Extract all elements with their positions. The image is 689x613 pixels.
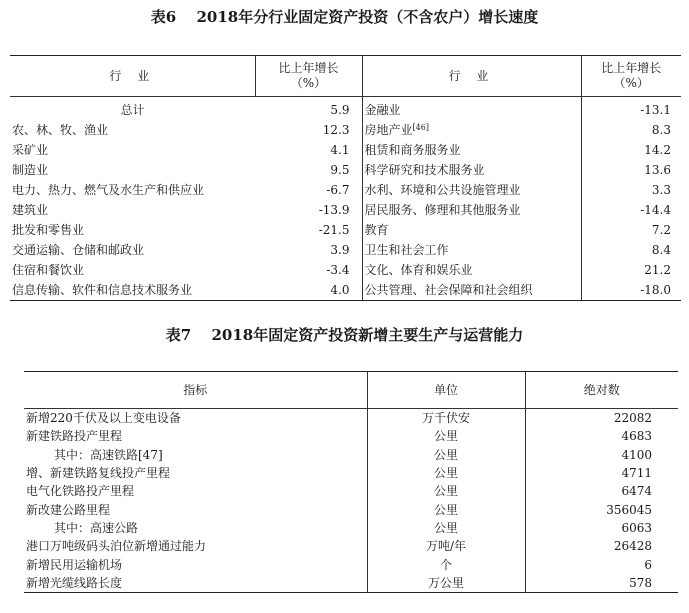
table6-row [10, 220, 681, 240]
growth-value-left: 3.9 [330, 243, 350, 257]
absolute-value: 26428 [525, 537, 678, 555]
table7-row [24, 409, 678, 428]
absolute-value: 4100 [525, 446, 678, 464]
unit-value: 公里 [367, 519, 525, 537]
absolute-value-header: 绝对数 [525, 372, 678, 409]
table6-row [10, 180, 681, 200]
absolute-value: 4683 [525, 427, 678, 445]
table6-row [10, 240, 681, 260]
growth-value-right: 7.2 [581, 220, 681, 240]
table6-row [10, 280, 681, 301]
indicator-name: 新增光缆线路长度 [26, 575, 123, 590]
absolute-value: 578 [525, 574, 678, 593]
industry-name-left: 批发和零售业 [12, 223, 85, 237]
unit-value: 公里 [367, 446, 525, 464]
indicator-name: 电气化铁路投产里程 [26, 484, 135, 499]
industry-name-right: 水利、环境和公共设施管理业 [362, 180, 581, 200]
table7-row [24, 519, 678, 537]
growth-value-left: 4.0 [330, 283, 350, 297]
growth-value-right: -18.0 [581, 280, 681, 301]
industry-name-right: 文化、体育和娱乐业 [362, 260, 581, 280]
table7-row [24, 427, 678, 445]
unit-value: 公里 [367, 500, 525, 518]
table6-header-row [10, 56, 681, 97]
table7-row [24, 500, 678, 518]
indicator-header: 指标 [24, 372, 367, 409]
indicator-name: 新增民用运输机场 [26, 557, 123, 572]
industry-investment-growth-table [10, 55, 681, 301]
industry-name-left: 制造业 [12, 163, 49, 177]
growth-value-left: -21.5 [318, 223, 350, 237]
table6-row [10, 260, 681, 280]
industry-name-right: 科学研究和技术服务业 [362, 160, 581, 180]
growth-value-right: -13.1 [581, 97, 681, 121]
absolute-value: 6474 [525, 482, 678, 500]
industry-name-right: 房地产业[46] [362, 120, 581, 140]
industry-name-left: 农、林、牧、渔业 [12, 123, 109, 137]
industry-name-left: 建筑业 [12, 203, 49, 217]
growth-value-right: 8.3 [581, 120, 681, 140]
absolute-value: 6063 [525, 519, 678, 537]
table6-row [10, 97, 681, 121]
industry-name-right: 金融业 [362, 97, 581, 121]
growth-value-left: 9.5 [330, 163, 350, 177]
indicator-name: 其中：高速铁路[47] [54, 447, 163, 462]
unit-header: 单位 [367, 372, 525, 409]
absolute-value: 6 [525, 555, 678, 573]
industry-name-right: 卫生和社会工作 [362, 240, 581, 260]
table7-row [24, 464, 678, 482]
absolute-value: 356045 [525, 500, 678, 518]
growth-value-left: -3.4 [326, 263, 350, 277]
new-capacity-table [24, 371, 678, 593]
industry-header-right: 行 业 [362, 56, 581, 97]
unit-value: 万吨/年 [367, 537, 525, 555]
industry-name-left: 总计 [120, 103, 145, 117]
growth-header-right: 比上年增长 （%） [581, 56, 681, 97]
unit-value: 万千伏安 [367, 409, 525, 428]
growth-value-right: -14.4 [581, 200, 681, 220]
table7-row [24, 574, 678, 593]
table6-row [10, 200, 681, 220]
indicator-name: 增、新建铁路复线投产里程 [26, 466, 171, 481]
indicator-name: 新增220千伏及以上变电设备 [26, 411, 181, 426]
growth-value-right: 13.6 [581, 160, 681, 180]
industry-name-right: 居民服务、修理和其他服务业 [362, 200, 581, 220]
industry-name-left: 电力、热力、燃气及水生产和供应业 [12, 183, 205, 197]
industry-name-left: 采矿业 [12, 143, 49, 157]
growth-value-left: -6.7 [326, 183, 350, 197]
growth-value-left: 5.9 [330, 103, 350, 117]
indicator-name: 港口万吨级码头泊位新增通过能力 [26, 539, 207, 554]
absolute-value: 22082 [525, 409, 678, 428]
unit-value: 公里 [367, 464, 525, 482]
industry-name-left: 交通运输、仓储和邮政业 [12, 243, 145, 257]
table6-title: 表6 2018年分行业固定资产投资（不含农户）增长速度 [150, 8, 539, 26]
table7-row [24, 555, 678, 573]
table7-row [24, 446, 678, 464]
indicator-name: 新改建公路里程 [26, 502, 111, 517]
indicator-name: 其中：高速公路 [54, 520, 139, 535]
footnote-ref: [46] [412, 123, 429, 132]
table7-title: 表7 2018年固定资产投资新增主要生产与运营能力 [165, 326, 524, 344]
industry-name-left: 信息传输、软件和信息技术服务业 [12, 283, 193, 297]
growth-value-right: 8.4 [581, 240, 681, 260]
growth-value-left: 4.1 [330, 143, 350, 157]
growth-value-right: 21.2 [581, 260, 681, 280]
industry-name-left: 住宿和餐饮业 [12, 263, 85, 277]
growth-header-left: 比上年增长 （%） [255, 56, 362, 97]
unit-value: 公里 [367, 482, 525, 500]
unit-value: 个 [367, 555, 525, 573]
growth-value-left: -13.9 [318, 203, 350, 217]
unit-value: 公里 [367, 427, 525, 445]
table7-row [24, 482, 678, 500]
industry-name-right: 教育 [362, 220, 581, 240]
growth-value-left: 12.3 [322, 123, 350, 137]
table7-row [24, 537, 678, 555]
table6-row [10, 160, 681, 180]
industry-header-left: 行 业 [10, 56, 255, 97]
growth-value-right: 14.2 [581, 140, 681, 160]
table6-row [10, 140, 681, 160]
industry-name-right: 租赁和商务服务业 [362, 140, 581, 160]
absolute-value: 4711 [525, 464, 678, 482]
table6-row [10, 120, 681, 140]
growth-value-right: 3.3 [581, 180, 681, 200]
unit-value: 万公里 [367, 574, 525, 593]
indicator-name: 新建铁路投产里程 [26, 429, 123, 444]
table7-header-row [24, 372, 678, 409]
industry-name-right: 公共管理、社会保障和社会组织 [362, 280, 581, 301]
